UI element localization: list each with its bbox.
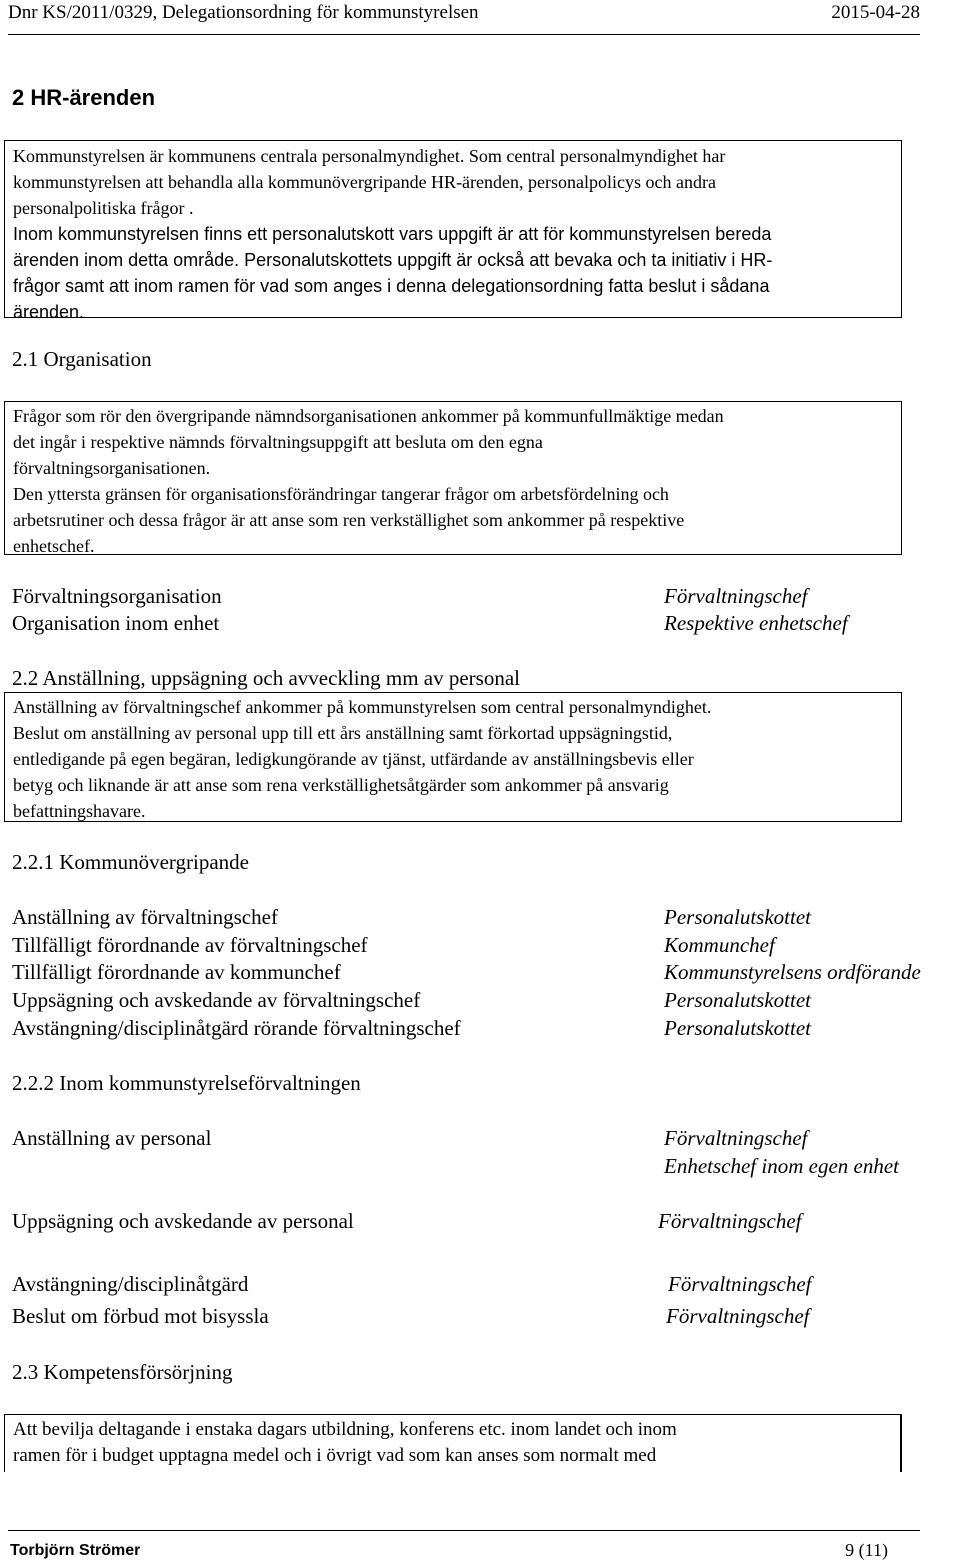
paragraph-line: det ingår i respektive nämnds förvaltningsuppgift att besluta om den egna: [13, 432, 543, 452]
delegate-label: Förvaltningschef: [668, 1272, 812, 1296]
paragraph-line: kommunstyrelsen att behandla alla kommunövergripande HR-ärenden, personalpolicys och andra: [13, 172, 716, 192]
paragraph-line: Beslut om anställning av personal upp till ett års anställning samt förkortad uppsägningstid,: [13, 723, 673, 743]
footer-page-number: 9 (11): [845, 1540, 888, 1560]
paragraph-line: förvaltningsorganisationen.: [13, 458, 211, 478]
paragraph-line: frågor samt att inom ramen för vad som anges i denna delegationsordning fatta beslut i sådana: [13, 276, 770, 296]
matter-label: Avstängning/disciplinåtgärd rörande förvaltningschef: [12, 1016, 461, 1040]
paragraph-line: ramen för i budget upptagna medel och i övrigt vad som kan anses som normalt med: [13, 1445, 657, 1466]
header-rule: [8, 34, 920, 35]
paragraph-line: Den yttersta gränsen för organisationsförändringar tangerar frågor om arbetsfördelning och: [13, 484, 669, 504]
paragraph-line: personalpolitiska frågor .: [13, 198, 194, 218]
matter-label: Uppsägning och avskedande av förvaltningschef: [12, 988, 421, 1012]
organisation-box: [4, 401, 902, 555]
matter-label: Förvaltningsorganisation: [12, 584, 222, 608]
delegate-label: Förvaltningschef: [666, 1304, 810, 1328]
delegate-label: Enhetschef inom egen enhet: [664, 1154, 899, 1178]
employment-box: [4, 692, 902, 822]
delegate-label: Förvaltningschef: [664, 1126, 808, 1150]
paragraph-line: Kommunstyrelsen är kommunens centrala personalmyndighet. Som central personalmyndighet har: [13, 146, 726, 166]
matter-label: Tillfälligt förordnande av förvaltningschef: [12, 933, 368, 957]
delegate-label: Kommunchef: [664, 933, 775, 957]
paragraph-line: arbetsrutiner och dessa frågor är att anse som ren verkställighet som ankommer på respektive: [13, 510, 685, 530]
paragraph-line: enhetschef.: [13, 536, 95, 556]
paragraph-line: ärenden inom detta område. Personalutskottets uppgift är också att bevaka och ta initiativ i HR-: [13, 250, 773, 270]
section-heading: 2 HR-ärenden: [12, 85, 156, 110]
footer-rule: [8, 1530, 920, 1531]
section-heading: 2.2 Anställning, uppsägning och avveckling mm av personal: [12, 666, 520, 690]
delegate-label: Personalutskottet: [664, 905, 811, 929]
delegate-label: Förvaltningschef: [664, 584, 808, 608]
paragraph-line: befattningshavare.: [13, 801, 146, 821]
footer-author: Torbjörn Strömer: [10, 1542, 141, 1559]
matter-label: Anställning av personal: [12, 1126, 212, 1150]
delegate-label: Förvaltningschef: [658, 1209, 802, 1233]
intro-box: [4, 140, 902, 322]
matter-label: Uppsägning och avskedande av personal: [12, 1209, 354, 1233]
matter-label: Avstängning/disciplinåtgärd: [12, 1272, 249, 1296]
matter-label: Tillfälligt förordnande av kommunchef: [12, 960, 341, 984]
section-heading: 2.3 Kompetensförsörjning: [12, 1360, 233, 1384]
paragraph-line: entledigande på egen begäran, ledigkungörande av tjänst, utfärdande av anställningsbevis eller: [13, 749, 694, 769]
header-date: 2015-04-28: [831, 2, 920, 23]
paragraph-line: betyg och liknande är att anse som rena verkställighetsåtgärder som ankommer på ansvarig: [13, 775, 669, 795]
matter-label: Beslut om förbud mot bisyssla: [12, 1304, 269, 1328]
delegate-label: Kommunstyrelsens ordförande: [664, 960, 921, 984]
paragraph-line: Inom kommunstyrelsen finns ett personalutskott vars uppgift är att för kommunstyrelsen bereda: [13, 224, 772, 244]
delegate-label: Personalutskottet: [664, 988, 811, 1012]
matter-label: Anställning av förvaltningschef: [12, 905, 278, 929]
section-heading: 2.1 Organisation: [12, 347, 152, 371]
matter-label: Organisation inom enhet: [12, 611, 220, 635]
paragraph-line: Anställning av förvaltningschef ankommer på kommunstyrelsen som central personalmyndighet.: [13, 697, 712, 717]
paragraph-line: ärenden.: [13, 302, 85, 322]
section-heading: 2.2.1 Kommunövergripande: [12, 850, 249, 874]
paragraph-line: Att bevilja deltagande i enstaka dagars utbildning, konferens etc. inom landet och inom: [13, 1419, 677, 1440]
header-document-title: Dnr KS/2011/0329, Delegationsordning för kommunstyrelsen: [8, 2, 479, 23]
delegate-label: Personalutskottet: [664, 1016, 811, 1040]
paragraph-line: Frågor som rör den övergripande nämndsorganisationen ankommer på kommunfullmäktige medan: [13, 406, 724, 426]
delegate-label: Respektive enhetschef: [664, 611, 848, 635]
competence-box: [4, 1414, 902, 1472]
section-heading: 2.2.2 Inom kommunstyrelseförvaltningen: [12, 1071, 361, 1095]
